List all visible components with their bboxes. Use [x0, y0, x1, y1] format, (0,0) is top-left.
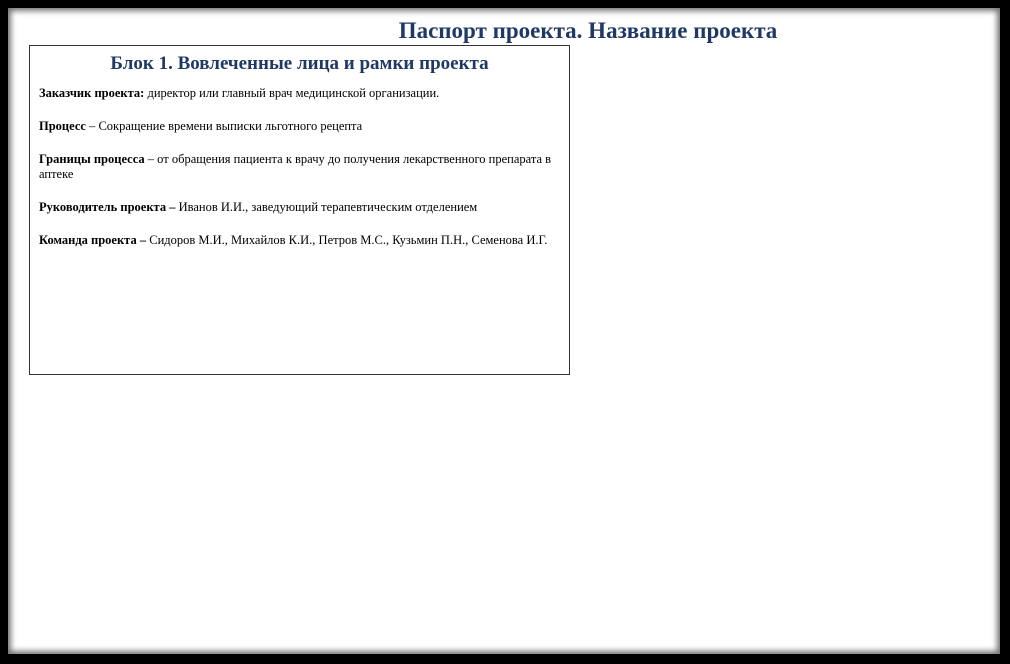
field-label: Заказчик проекта: [39, 86, 145, 100]
field-label: Процесс [39, 119, 86, 133]
block-title: Блок 1. Вовлеченные лица и рамки проекта [110, 53, 489, 74]
slide-frame [8, 8, 1000, 654]
field-value: Иванов И.И., заведующий терапевтическим отделением [175, 200, 478, 214]
field-project-lead [39, 200, 561, 215]
block-body [30, 86, 569, 248]
field-label: Руководитель проекта – [39, 200, 176, 214]
page-title: Паспорт проекта. Название проекта [398, 18, 778, 43]
block-stakeholders-scope [29, 45, 570, 375]
field-value: директор или главный врач медицинской организации. [144, 86, 440, 100]
field-process [39, 119, 561, 134]
field-process-boundaries [39, 152, 561, 182]
field-label: Границы процесса [39, 152, 145, 166]
field-value: – Сокращение времени выписки льготного рецепта [85, 119, 363, 133]
field-project-team [39, 233, 561, 248]
field-label: Команда проекта – [39, 233, 147, 247]
field-value: – от обращения пациента к врачу до получения лекарственного препарата в аптеке [39, 152, 552, 181]
field-customer [39, 86, 561, 101]
field-value: Сидоров М.И., Михайлов К.И., Петров М.С., Кузьмин П.Н., Семенова И.Г. [146, 233, 548, 247]
